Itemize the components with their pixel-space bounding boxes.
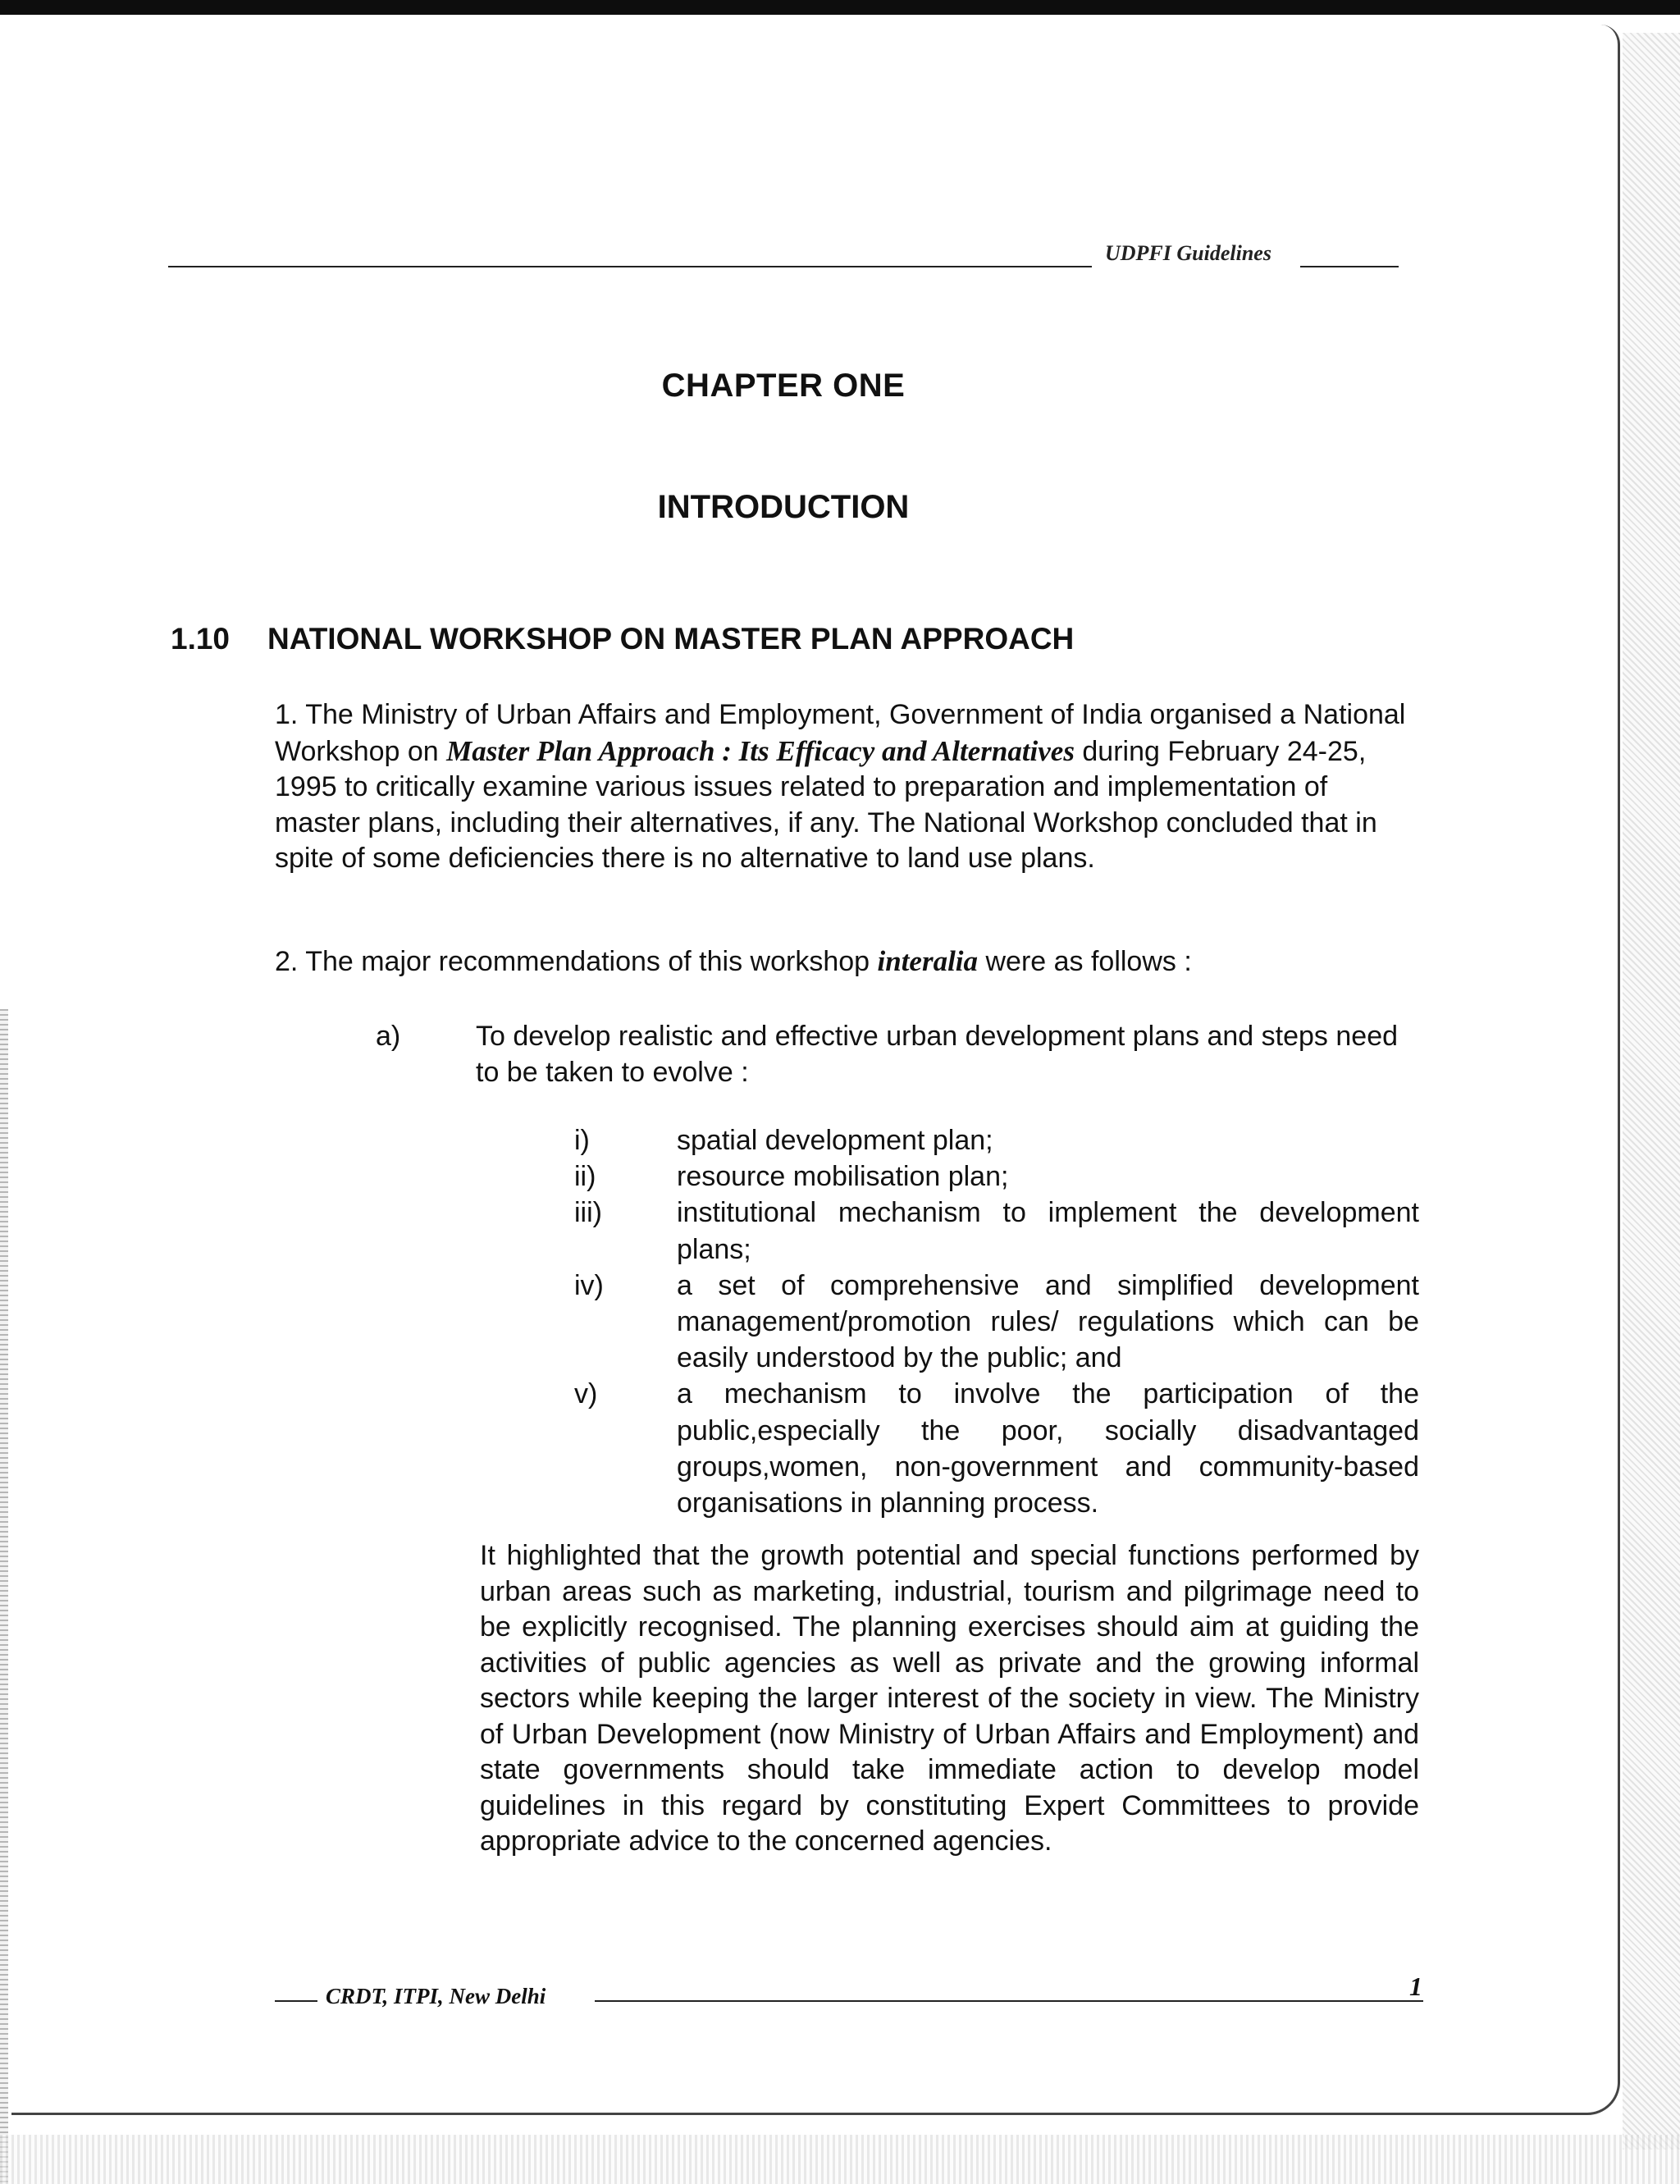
list-item-number: ii) [574,1161,596,1193]
footer-rule-right [595,2000,1423,2002]
paragraph-2-text-before: 2. The major recommendations of this workshop [275,946,878,977]
running-header [168,241,1399,269]
list-item-text: institutional mechanism to implement the development plans; [677,1197,1419,1265]
section-heading [171,622,1074,656]
paragraph-1-emphasis: Master Plan Approach : Its Efficacy and Alternatives [446,734,1075,767]
paragraph-2-text-after: were as follows : [978,946,1192,977]
list-item-number: i) [574,1125,590,1156]
scan-noise-left [0,1009,8,2184]
footer-publisher: CRDT, ITPI, New Delhi [326,1984,546,2008]
header-rule-right [1300,266,1399,267]
chapter-title: INTRODUCTION [657,489,910,525]
list-item-text: spatial development plan; [677,1125,993,1156]
paragraph-1-text-after: during February 24-25, 1995 to critically examine various issues related to preparation and implementation of master plans, including their alternatives, if any. The National Workshop concluded that in spite of some deficiencies there is no alternative to land use plans. [275,735,1377,875]
list-item-text: a mechanism to involve the participation of the public,especially the poor, socially disadvantaged groups,women, non-government and community-based organisations in planning process. [677,1378,1419,1519]
list-item [566,1268,1419,1377]
roman-numeral-list [566,1122,1419,1521]
list-item [566,1158,1419,1195]
list-item-a-label: a) [376,1021,401,1052]
list-item-a-text: To develop realistic and effective urban development plans and steps need to be taken to evolve : [476,1021,1399,1088]
page-number: 1 [1409,1972,1422,2001]
list-item-number: iii) [574,1197,602,1229]
paragraph-2-emphasis: interalia [877,945,979,977]
paragraph-2 [275,944,1411,980]
list-item-number: iv) [574,1269,604,1301]
paragraph-1 [275,697,1411,877]
list-item [566,1376,1419,1521]
header-rule-left [168,266,1092,267]
list-item-number: v) [574,1378,598,1410]
footer-rule-left [275,2000,317,2002]
scan-border-top [0,0,1680,15]
paragraph-1-text-before: 1. The Ministry of Urban Affairs and Employment, Government of India organised a National Workshop on [275,699,1406,767]
list-item-text: resource mobilisation plan; [677,1161,1009,1193]
list-item [566,1195,1419,1267]
list-item-text: a set of comprehensive and simplified development management/promotion rules/ regulations which can be easily understood by the public; and [677,1269,1419,1374]
section-title: NATIONAL WORKSHOP ON MASTER PLAN APPROACH [267,622,1075,656]
list-item [566,1122,1419,1158]
running-footer [275,1984,1423,2017]
section-number: 1.10 [171,622,231,656]
paragraph-3: It highlighted that the growth potential and special functions performed by urban areas such as marketing, industrial, tourism and pilgrimage need to be explicitly recognised. The planning exercises should aim at guiding the activities of public agencies as well as private and the growing informal sectors while keeping the larger interest of the society in view. The Ministry of Urban Development (now Ministry of Urban Affairs and Employment) and state governments should take immediate action to develop model guidelines in this regard by constituting Expert Committees to provide appropriate advice to the concerned agencies. [480,1540,1419,1857]
scan-noise-right [1623,33,1680,2150]
running-title: UDPFI Guidelines [1105,241,1271,265]
scan-noise-bottom [0,2135,1680,2184]
chapter-label: CHAPTER ONE [661,368,906,404]
